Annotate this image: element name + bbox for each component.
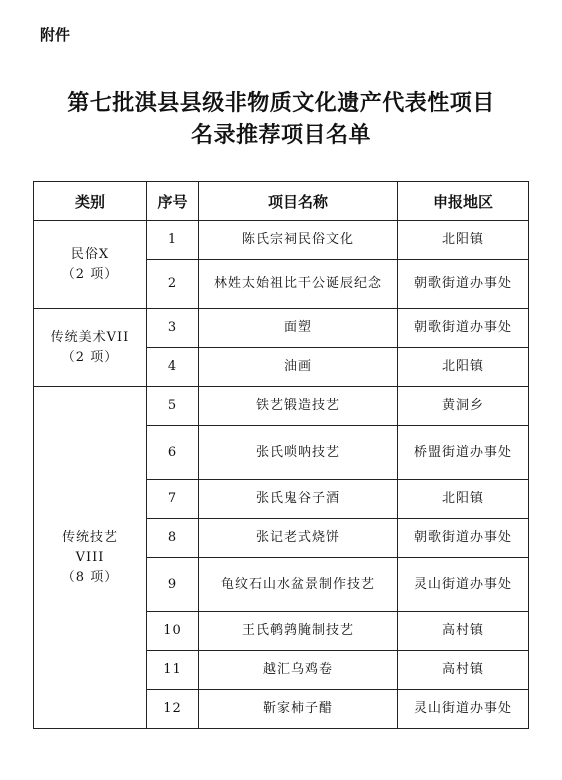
category-name: 民俗X — [70, 246, 110, 262]
project-name-text: 林姓太始祖比干公诞辰纪念 — [213, 276, 382, 291]
project-name: 面塑 — [199, 309, 398, 348]
row-number: 8 — [147, 519, 199, 558]
category-count: （2 项） — [61, 266, 119, 282]
header-category: 类别 — [34, 182, 147, 221]
table-row — [34, 309, 529, 348]
project-name — [199, 260, 398, 309]
project-area: 高村镇 — [398, 612, 529, 651]
row-number: 11 — [147, 651, 199, 690]
project-name: 张氏唢呐技艺 — [199, 426, 398, 480]
project-name: 靳家柿子醋 — [199, 690, 398, 729]
category-name: 传统美术VII — [50, 329, 130, 345]
header-number: 序号 — [147, 182, 199, 221]
project-name: 张氏鬼谷子酒 — [199, 480, 398, 519]
project-name: 陈氏宗祠民俗文化 — [199, 221, 398, 260]
row-number: 2 — [147, 260, 199, 309]
project-area: 桥盟街道办事处 — [398, 426, 529, 480]
row-number: 4 — [147, 348, 199, 387]
project-name: 王氏鹌鹑腌制技艺 — [199, 612, 398, 651]
category-cell — [34, 309, 147, 387]
project-name: 龟纹石山水盆景制作技艺 — [199, 558, 398, 612]
row-number: 12 — [147, 690, 199, 729]
table-row — [34, 387, 529, 426]
project-area: 北阳镇 — [398, 221, 529, 260]
row-number: 7 — [147, 480, 199, 519]
row-number: 9 — [147, 558, 199, 612]
project-area: 朝歌街道办事处 — [398, 260, 529, 309]
row-number: 5 — [147, 387, 199, 426]
project-list-table — [33, 181, 529, 729]
project-name: 油画 — [199, 348, 398, 387]
category-subname: VIII — [75, 549, 105, 565]
project-area: 高村镇 — [398, 651, 529, 690]
row-number: 3 — [147, 309, 199, 348]
project-name: 铁艺锻造技艺 — [199, 387, 398, 426]
project-area: 灵山街道办事处 — [398, 558, 529, 612]
row-number: 1 — [147, 221, 199, 260]
row-number: 6 — [147, 426, 199, 480]
category-count: （8 项） — [61, 569, 119, 585]
project-area: 朝歌街道办事处 — [398, 519, 529, 558]
document-title-line1: 第七批淇县县级非物质文化遗产代表性项目 — [67, 90, 495, 116]
project-name: 张记老式烧饼 — [199, 519, 398, 558]
table-header-row — [34, 182, 529, 221]
project-area: 北阳镇 — [398, 480, 529, 519]
project-area: 朝歌街道办事处 — [398, 309, 529, 348]
header-area: 申报地区 — [398, 182, 529, 221]
project-area: 灵山街道办事处 — [398, 690, 529, 729]
document-title-line2: 名录推荐项目名单 — [190, 122, 371, 148]
category-name: 传统技艺 — [61, 529, 118, 545]
project-area: 黄洞乡 — [398, 387, 529, 426]
header-project-name: 项目名称 — [199, 182, 398, 221]
category-count: （2 项） — [61, 349, 119, 365]
project-area: 北阳镇 — [398, 348, 529, 387]
row-number: 10 — [147, 612, 199, 651]
table-row — [34, 221, 529, 260]
category-cell — [34, 221, 147, 309]
category-cell — [34, 387, 147, 729]
project-name: 越汇乌鸡卷 — [199, 651, 398, 690]
attachment-label: 附件 — [40, 26, 71, 44]
